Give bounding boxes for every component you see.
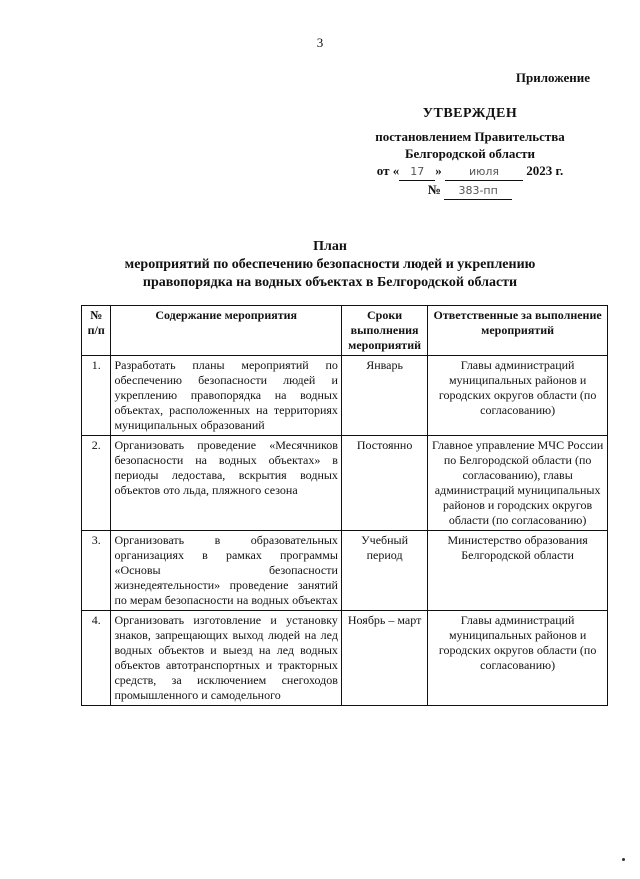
approval-block bbox=[340, 70, 600, 200]
table-row bbox=[82, 356, 608, 436]
row-terms: Постоянно bbox=[341, 436, 427, 531]
row-num: 3. bbox=[82, 531, 111, 611]
approval-line-1: постановлением Правительства bbox=[375, 129, 565, 144]
table-header-row bbox=[82, 306, 608, 356]
plan-table bbox=[81, 305, 608, 706]
plan-title bbox=[60, 238, 600, 292]
approval-number bbox=[340, 181, 600, 200]
table-row bbox=[82, 436, 608, 531]
approval-date bbox=[340, 162, 600, 181]
appendix-label: Приложение bbox=[515, 70, 590, 85]
scan-artifact bbox=[622, 858, 625, 861]
title-line-3: правопорядка на водных объектах в Белгородской области bbox=[142, 275, 518, 290]
row-content: Организовать проведение «Месячников безопасности на водных объектах» в периоды ледостава, вскрытия водных объектов ото льда, пляжного сезона bbox=[111, 436, 342, 531]
title-line-1: План bbox=[313, 239, 347, 254]
row-content: Разработать планы мероприятий по обеспечению безопасности людей и укреплению правопорядка на водных объектах, расположенных на территориях муниципальных образований bbox=[111, 356, 342, 436]
approved-heading: УТВЕРЖДЕН bbox=[422, 106, 518, 121]
number-prefix: № bbox=[427, 182, 441, 197]
date-month: июля bbox=[445, 163, 523, 181]
header-content: Содержание мероприятия bbox=[111, 306, 342, 356]
date-prefix: от « bbox=[376, 163, 400, 178]
row-content: Организовать изготовление и установку знаков, запрещающих выход людей на лед водных объектов и выезд на лед водных объектов автотранспортных и тракторных средств, за исключением снегоходов промышленного и самодельного bbox=[111, 611, 342, 706]
row-responsible: Главы администраций муниципальных районов и городских округов области (по согласованию) bbox=[428, 611, 608, 706]
header-terms: Сроки выполнения мероприятий bbox=[341, 306, 427, 356]
date-year: 2023 г. bbox=[526, 163, 564, 178]
date-day: 17 bbox=[399, 163, 435, 181]
row-num: 2. bbox=[82, 436, 111, 531]
date-day-close: » bbox=[435, 163, 442, 178]
approval-line-2: Белгородской области bbox=[404, 146, 536, 161]
row-responsible: Министерство образования Белгородской области bbox=[428, 531, 608, 611]
document-number: 383-пп bbox=[444, 182, 512, 200]
row-num: 1. bbox=[82, 356, 111, 436]
table-row bbox=[82, 531, 608, 611]
row-responsible: Главное управление МЧС России по Белгородской области (по согласованию), главы администраций муниципальных районов и городских округов области (по согласованию) bbox=[428, 436, 608, 531]
header-num: № п/п bbox=[82, 306, 111, 356]
table-row bbox=[82, 611, 608, 706]
title-line-2: мероприятий по обеспечению безопасности людей и укреплению bbox=[124, 257, 536, 272]
row-responsible: Главы администраций муниципальных районов и городских округов области (по согласованию) bbox=[428, 356, 608, 436]
header-responsible: Ответственные за выполнение мероприятий bbox=[428, 306, 608, 356]
page-number: 3 bbox=[316, 35, 324, 50]
row-terms: Учебный период bbox=[341, 531, 427, 611]
row-num: 4. bbox=[82, 611, 111, 706]
row-content: Организовать в образовательных организациях в рамках программы «Основы безопасности жизнедеятельности» проведение занятий по мерам безопасности на водных объектах bbox=[111, 531, 342, 611]
row-terms: Январь bbox=[341, 356, 427, 436]
row-terms: Ноябрь – март bbox=[341, 611, 427, 706]
